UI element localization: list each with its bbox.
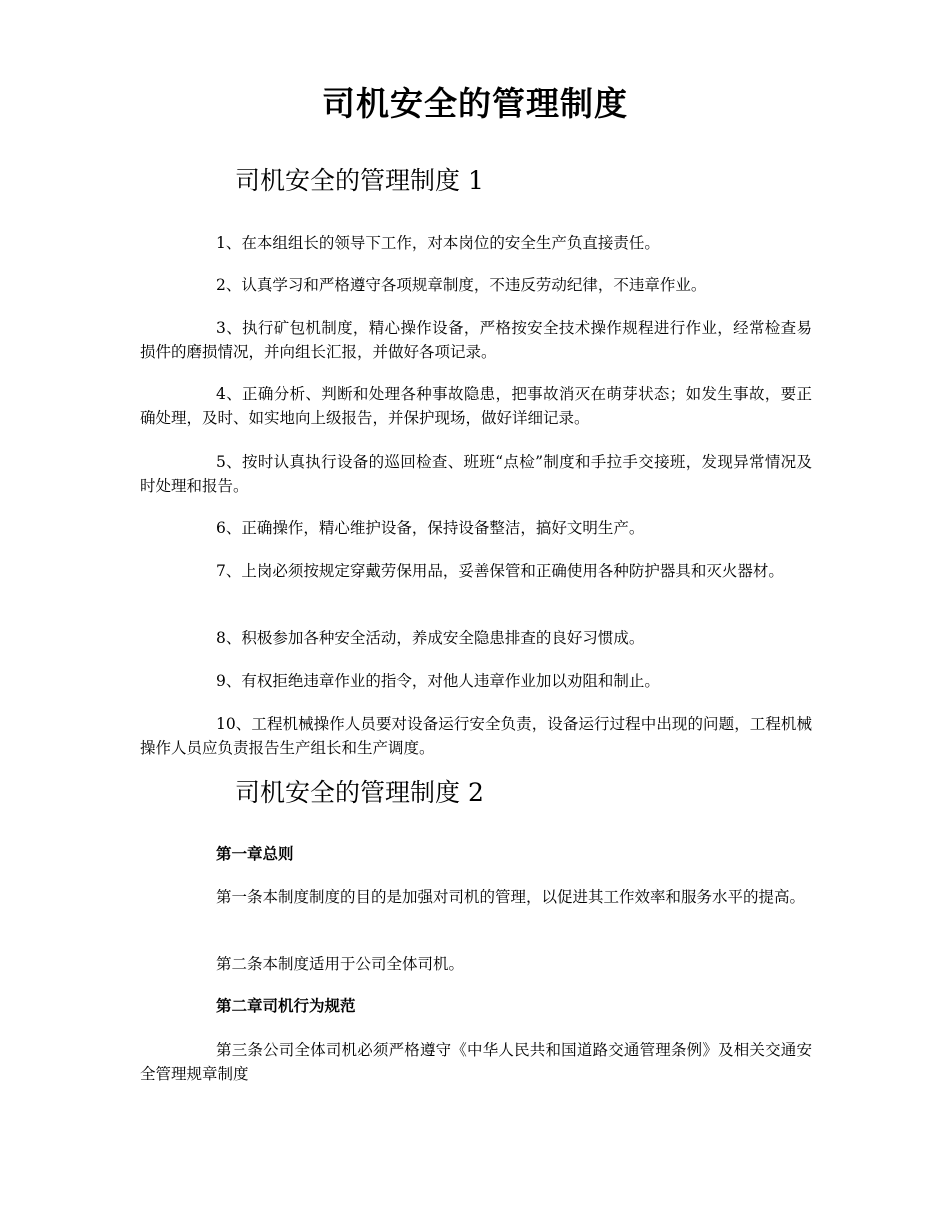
rule-item-6: 6、正确操作，精心维护设备，保持设备整洁，搞好文明生产。 xyxy=(216,519,645,537)
rule-item-3: 3、执行矿包机制度，精心操作设备，严格按安全技术操作规程进行作业，经常检查易损件的磨损情况，并向组长汇报，并做好各项记录。 xyxy=(140,319,812,361)
rule-item-7: 7、上岗必须按规定穿戴劳保用品，妥善保管和正确使用各种防护器具和灭火器材。 xyxy=(216,562,784,580)
article-3: 第三条公司全体司机必须严格遵守《中华人民共和国道路交通管理条例》及相关交通安全管理规章制度 xyxy=(140,1041,812,1083)
rule-item-1: 1、在本组组长的领导下工作，对本岗位的安全生产负直接责任。 xyxy=(216,234,660,252)
rule-item-2: 2、认真学习和严格遵守各项规章制度，不违反劳动纪律，不违章作业。 xyxy=(216,276,707,294)
rule-item-8: 8、积极参加各种安全活动，养成安全隐患排查的良好习惯成。 xyxy=(216,629,645,647)
rule-item-9: 9、有权拒绝违章作业的指令，对他人违章作业加以劝阻和制止。 xyxy=(216,672,660,690)
article-1: 第一条本制度制度的目的是加强对司机的管理，以促进其工作效率和服务水平的提高。 xyxy=(216,888,806,906)
chapter-heading-2: 第二章司机行为规范 xyxy=(216,997,356,1015)
rule-item-4: 4、正确分析、判断和处理各种事故隐患，把事故消灭在萌芽状态；如发生事故，要正确处理，及时、如实地向上级报告，并保护现场，做好详细记录。 xyxy=(140,385,812,427)
article-2: 第二条本制度适用于公司全体司机。 xyxy=(216,955,465,973)
chapter-heading-1: 第一章总则 xyxy=(216,845,294,863)
section-heading-2: 司机安全的管理制度 2 xyxy=(235,778,484,807)
rule-item-10: 10、工程机械操作人员要对设备运行安全负责，设备运行过程中出现的问题，工程机械操作人员应负责报告生产组长和生产调度。 xyxy=(140,715,812,757)
document-title: 司机安全的管理制度 xyxy=(322,84,628,123)
rule-item-5: 5、按时认真执行设备的巡回检查、班班“点检”制度和手拉手交接班，发现异常情况及时处理和报告。 xyxy=(140,453,812,495)
section-heading-1: 司机安全的管理制度 1 xyxy=(235,166,484,195)
